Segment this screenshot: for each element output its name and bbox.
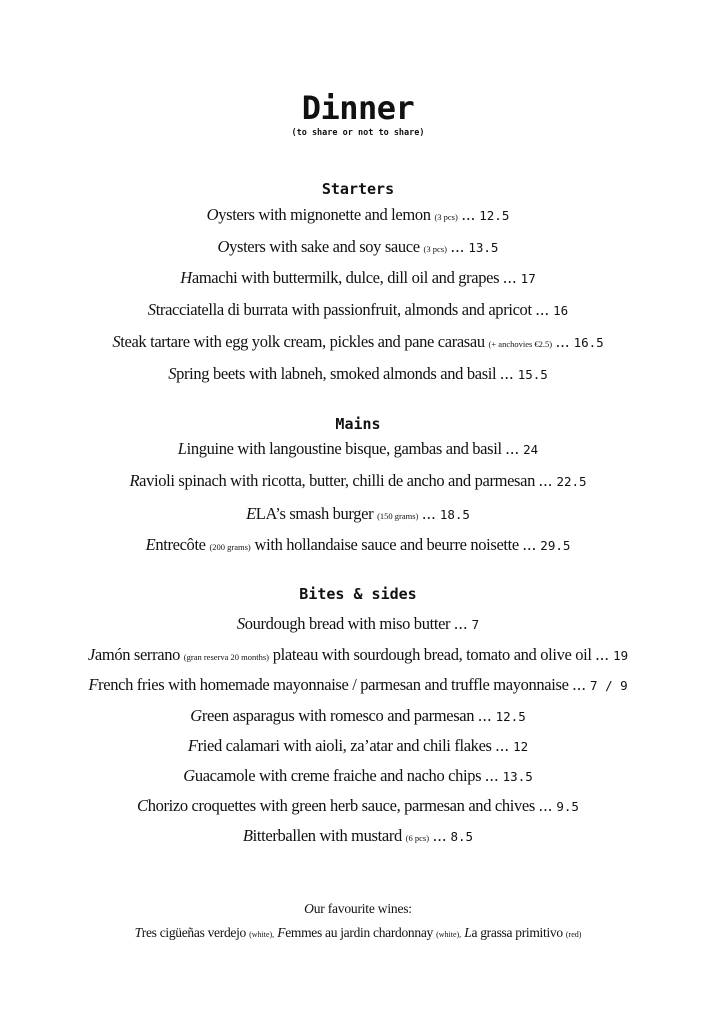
item-note: (200 grams) (209, 542, 251, 552)
menu-item (0, 438, 716, 461)
item-initial: C (137, 796, 148, 815)
item-name: amachi with buttermilk, dulce, dill oil and grapes (191, 268, 500, 287)
item-price: 12 (513, 739, 529, 754)
menu-item (0, 674, 716, 697)
item-name-continued: with hollandaise sauce and beurre noisette (254, 535, 519, 554)
item-leader-dots: ... (522, 535, 537, 554)
item-initial: S (168, 364, 177, 383)
menu-item (0, 795, 716, 818)
item-price: 29.5 (540, 538, 571, 553)
wine-note: (red) (565, 930, 582, 939)
item-leader-dots: ... (535, 300, 550, 319)
wine-name: a grassa primitivo (471, 925, 563, 940)
item-initial: G (190, 706, 202, 725)
menu-item (0, 267, 716, 290)
item-price: 7 / 9 (590, 678, 628, 693)
item-name: inguine with langoustine bisque, gambas and basil (186, 439, 502, 458)
menu-item (0, 236, 716, 260)
item-name: itterballen with mustard (252, 826, 402, 845)
item-name: ysters with mignonette and lemon (218, 205, 431, 224)
item-initial: J (87, 645, 95, 664)
menu-item (0, 363, 716, 386)
item-price: 12.5 (479, 208, 510, 223)
page-subtitle: (to share or not to share) (291, 128, 425, 138)
item-leader-dots: ... (422, 504, 437, 523)
item-initial: O (217, 237, 230, 256)
item-price: 12.5 (495, 709, 526, 724)
item-leader-dots: ... (555, 332, 570, 351)
item-initial: L (177, 439, 187, 458)
menu-item (0, 470, 716, 493)
item-price: 15.5 (517, 367, 548, 382)
item-leader-dots: ... (595, 645, 610, 664)
wines-list (0, 924, 716, 944)
section-heading-bites-and-sides: Bites & sides (299, 585, 417, 603)
item-name: reen asparagus with romesco and parmesan (201, 706, 475, 725)
wines-label (0, 900, 716, 918)
item-initial: F (187, 736, 198, 755)
item-initial: E (246, 504, 256, 523)
item-initial: O (206, 205, 219, 224)
wine-name: emmes au jardin chardonnay (285, 925, 433, 940)
menu-item (0, 765, 716, 788)
item-initial: S (236, 614, 245, 633)
menu-item (0, 705, 716, 728)
item-price: 9.5 (556, 799, 579, 814)
item-name: ourdough bread with miso butter (244, 614, 451, 633)
item-name: amón serrano (94, 645, 180, 664)
item-leader-dots: ... (432, 826, 447, 845)
item-price: 7 (471, 617, 480, 632)
menu-item (0, 735, 716, 758)
menu-item (0, 331, 716, 355)
item-leader-dots: ... (500, 364, 514, 383)
item-leader-dots: ... (484, 766, 499, 785)
menu-item (0, 299, 716, 322)
item-initial: B (242, 826, 253, 845)
item-name: teak tartare with egg yolk cream, pickles and pane carasau (120, 332, 485, 351)
item-leader-dots: ... (477, 706, 492, 725)
item-price: 18.5 (439, 507, 470, 522)
item-initial: S (147, 300, 156, 319)
item-note: (+ anchovies €2.5) (488, 339, 553, 349)
menu-item (0, 204, 716, 228)
wine-initial: L (464, 925, 472, 940)
item-name-continued: plateau with sourdough bread, tomato and olive oil (272, 645, 592, 664)
item-name: pring beets with labneh, smoked almonds and basil (176, 364, 497, 383)
item-leader-dots: ... (461, 205, 476, 224)
wine-name: res cigüeñas verdejo (141, 925, 246, 940)
item-price: 13.5 (502, 769, 533, 784)
wine-initial: F (277, 925, 286, 940)
item-initial: F (88, 675, 99, 694)
item-leader-dots: ... (538, 471, 553, 490)
menu-item (0, 534, 716, 558)
wines-label-text: ur favourite wines: (313, 901, 412, 916)
item-note: (gran reserva 20 months) (183, 652, 269, 662)
section-heading-starters: Starters (321, 180, 395, 198)
item-name: avioli spinach with ricotta, butter, chilli de ancho and parmesan (139, 471, 536, 490)
menu-item (0, 613, 716, 636)
item-note: (6 pcs) (405, 833, 430, 843)
wines-label-initial: O (304, 901, 314, 916)
item-leader-dots: ... (450, 237, 465, 256)
item-leader-dots: ... (453, 614, 468, 633)
item-name: rench fries with homemade mayonnaise / parmesan and truffle mayonnaise (98, 675, 569, 694)
item-name: uacamole with creme fraiche and nacho chips (194, 766, 482, 785)
item-leader-dots: ... (505, 439, 520, 458)
wine-entry (464, 925, 581, 940)
item-name: tracciatella di burrata with passionfruit, almonds and apricot (155, 300, 532, 319)
item-leader-dots: ... (538, 796, 553, 815)
item-initial: G (183, 766, 195, 785)
menu-item (0, 503, 716, 527)
item-initial: S (112, 332, 121, 351)
section-heading-mains: Mains (335, 415, 381, 433)
item-name: horizo croquettes with green herb sauce, parmesan and chives (147, 796, 535, 815)
item-leader-dots: ... (572, 675, 587, 694)
wine-initial: T (134, 925, 142, 940)
item-leader-dots: ... (495, 736, 510, 755)
item-name: ried calamari with aioli, za’atar and chili flakes (197, 736, 492, 755)
item-initial: E (145, 535, 156, 554)
wine-entry (135, 925, 275, 940)
item-name: ysters with sake and soy sauce (229, 237, 420, 256)
item-price: 16.5 (573, 335, 604, 350)
wine-note: (white), (249, 930, 275, 939)
item-initial: R (129, 471, 140, 490)
wine-entry (277, 925, 461, 940)
item-name: LA’s smash burger (255, 504, 374, 523)
item-price: 19 (613, 648, 629, 663)
item-initial: H (180, 268, 192, 287)
item-note: (3 pcs) (434, 212, 458, 222)
menu-item (0, 825, 716, 849)
item-price: 8.5 (450, 829, 474, 844)
item-price: 24 (523, 442, 539, 457)
wine-note: (white), (436, 930, 462, 939)
item-price: 16 (553, 303, 569, 318)
item-leader-dots: ... (503, 268, 517, 287)
item-price: 22.5 (556, 474, 587, 489)
item-price: 13.5 (468, 240, 499, 255)
item-note: (3 pcs) (423, 244, 447, 254)
page-title: Dinner (301, 89, 415, 127)
item-name: ntrecôte (155, 535, 206, 554)
item-price: 17 (520, 271, 536, 286)
item-note: (150 grams) (377, 511, 419, 521)
menu-item (0, 644, 716, 668)
